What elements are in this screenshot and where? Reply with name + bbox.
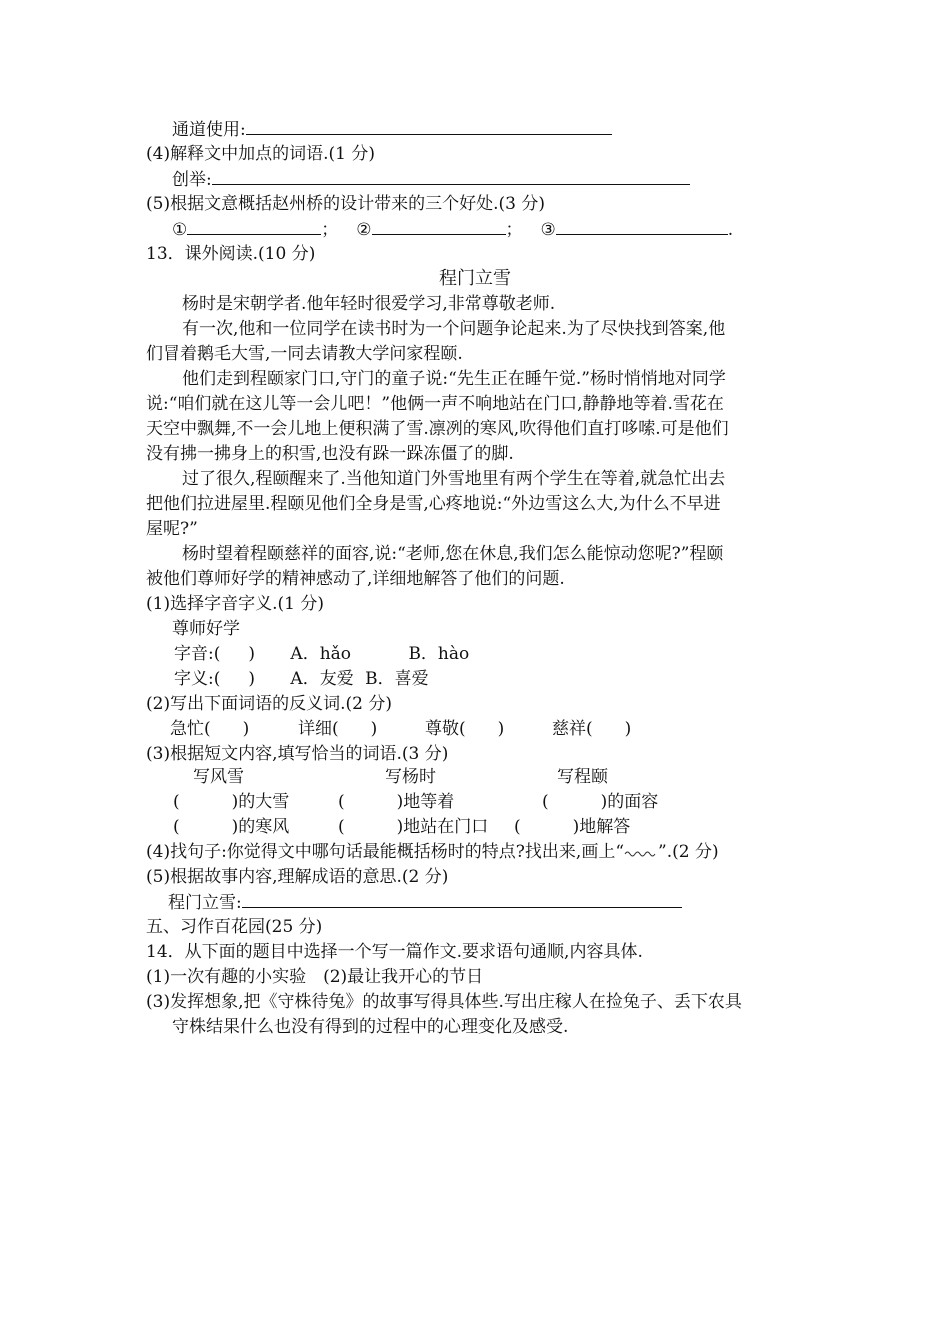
column-header: 写程颐 (557, 767, 608, 787)
idiom-answer-field[interactable] (242, 891, 682, 908)
innovation-answer-field[interactable] (212, 168, 690, 185)
pronunciation-label: 字音:( (174, 644, 221, 664)
essay-option-3: (3)发挥想象,把《守株待兔》的故事写得具体些.写出庄稼人在捡兔子、丢下农具 (146, 992, 742, 1012)
q13-4-text: (4)找句子:你觉得文中哪句话最能概括杨时的特点?找出来,画上“ (146, 842, 625, 862)
separator: ； (505, 220, 523, 240)
story-line: 说:“咱们就在这儿等一会儿吧！”他俩一声不响地站在门口,静静地等着.雪花在 (146, 394, 724, 414)
paren-open: ( (173, 817, 180, 837)
wavy-underline-icon (624, 848, 658, 858)
q14-prompt: 14．从下面的题目中选择一个写一篇作文.要求语句通顺,内容具体. (146, 942, 643, 962)
antonym-item (170, 718, 249, 740)
phrase-respect-teacher: 尊师好学 (172, 619, 240, 639)
paren-close: ) (248, 669, 256, 689)
pronunciation-line (174, 643, 469, 665)
q13-3-prompt: (3)根据短文内容,填写恰当的词语.(3 分) (146, 744, 449, 764)
essay-option-3-cont: 守株结果什么也没有得到的过程中的心理变化及感受. (172, 1017, 569, 1037)
q12-5-prompt: (5)根据文意概括赵州桥的设计带来的三个好处.(3 分) (146, 194, 545, 214)
benefit-1-field[interactable] (187, 218, 321, 235)
benefits-line (172, 218, 733, 241)
q13-5-prompt: (5)根据故事内容,理解成语的意思.(2 分) (146, 867, 449, 887)
story-line: 过了很久,程颐醒来了.当他知道门外雪地里有两个学生在等着,就急忙出去 (182, 469, 726, 489)
paren-close: ) (497, 719, 505, 739)
fill-suffix: )的寒风 (231, 817, 290, 837)
story-title: 程门立雪 (439, 268, 511, 289)
story-line: 们冒着鹅毛大雪,一同去请教大学问家程颐. (146, 344, 463, 364)
q13-heading: 13．课外阅读.(10 分) (146, 244, 316, 264)
story-line: 没有拂一拂身上的积雪,也没有跺一跺冻僵了的脚. (146, 444, 514, 464)
channel-use-answer-field[interactable] (246, 118, 612, 135)
paren-open: ( (338, 792, 345, 812)
channel-use-line (172, 118, 612, 141)
story-line: 屋呢?” (146, 519, 198, 539)
fill-cell (173, 816, 289, 838)
pronunciation-option-b[interactable]: B．hào (408, 644, 470, 664)
paren-close: ) (624, 719, 632, 739)
fill-cell (173, 791, 289, 813)
column-header: 写杨时 (385, 767, 436, 787)
separator: ； (321, 220, 339, 240)
paren-open: ( (514, 817, 521, 837)
fill-cell (338, 791, 454, 813)
antonym-item (298, 718, 377, 740)
marker-1: ① (172, 220, 188, 240)
q13-1-prompt: (1)选择字音字义.(1 分) (146, 594, 324, 614)
meaning-option-b[interactable]: B．喜爱 (365, 669, 429, 689)
benefit-2-field[interactable] (372, 218, 506, 235)
column-header: 写风雪 (193, 767, 244, 787)
fill-suffix: )的大雪 (231, 792, 290, 812)
marker-2: ② (356, 220, 372, 240)
story-line: 把他们拉进屋里.程颐见他们全身是雪,心疼地说:“外边雪这么大,为什么不早进 (146, 494, 721, 514)
fill-cell (514, 816, 630, 838)
meaning-label: 字义:( (174, 669, 221, 689)
fill-suffix: )的面容 (600, 792, 659, 812)
q13-2-prompt: (2)写出下面词语的反义词.(2 分) (146, 694, 392, 714)
story-line: 有一次,他和一位同学在读书时为一个问题争论起来.为了尽快找到答案,他 (182, 319, 726, 339)
antonym-item (552, 718, 631, 740)
story-line: 杨时是宋朝学者.他年轻时很爱学习,非常尊敬老师. (182, 294, 556, 314)
paren-close: ) (242, 719, 250, 739)
innovation-label: 创举: (172, 170, 212, 190)
antonym-word: 急忙( (170, 719, 211, 739)
antonym-word: 详细( (298, 719, 339, 739)
paren-close: ) (370, 719, 378, 739)
channel-use-label: 通道使用: (172, 120, 246, 140)
benefit-3-field[interactable] (556, 218, 728, 235)
idiom-line (168, 891, 682, 914)
antonym-word: 尊敬( (425, 719, 466, 739)
q12-4-prompt: (4)解释文中加点的词语.(1 分) (146, 144, 375, 164)
idiom-label: 程门立雪: (168, 893, 242, 913)
fill-suffix: )地解答 (572, 817, 631, 837)
q13-4-prompt (146, 841, 719, 863)
meaning-line (174, 668, 429, 690)
story-line: 被他们尊师好学的精神感动了,详细地解答了他们的问题. (146, 569, 565, 589)
meaning-option-a[interactable]: A．友爱 (290, 669, 354, 689)
story-line: 天空中飘舞,不一会儿地上便积满了雪.凛冽的寒风,吹得他们直打哆嗦.可是他们 (146, 419, 729, 439)
marker-3: ③ (540, 220, 556, 240)
fill-cell (338, 816, 488, 838)
story-line: 他们走到程颐家门口,守门的童子说:“先生正在睡午觉.”杨时悄悄地对同学 (182, 369, 726, 389)
pronunciation-option-a[interactable]: A．hǎo (290, 644, 352, 664)
end-period: . (727, 220, 734, 240)
fill-suffix: )地等着 (396, 792, 455, 812)
paren-open: ( (542, 792, 549, 812)
section-heading: 五、习作百花园(25 分) (146, 917, 323, 937)
antonym-word: 慈祥( (552, 719, 593, 739)
fill-suffix: )地站在门口 (396, 817, 489, 837)
fill-cell (542, 791, 658, 813)
paren-open: ( (173, 792, 180, 812)
paren-close: ) (248, 644, 256, 664)
q13-4-text-end: ”.(2 分) (658, 842, 719, 862)
paren-open: ( (338, 817, 345, 837)
story-line: 杨时望着程颐慈祥的面容,说:“老师,您在休息,我们怎么能惊动您呢?”程颐 (182, 544, 724, 564)
antonym-item (425, 718, 504, 740)
essay-options-1-2: (1)一次有趣的小实验 (2)最让我开心的节日 (146, 967, 484, 987)
innovation-line (172, 168, 690, 191)
